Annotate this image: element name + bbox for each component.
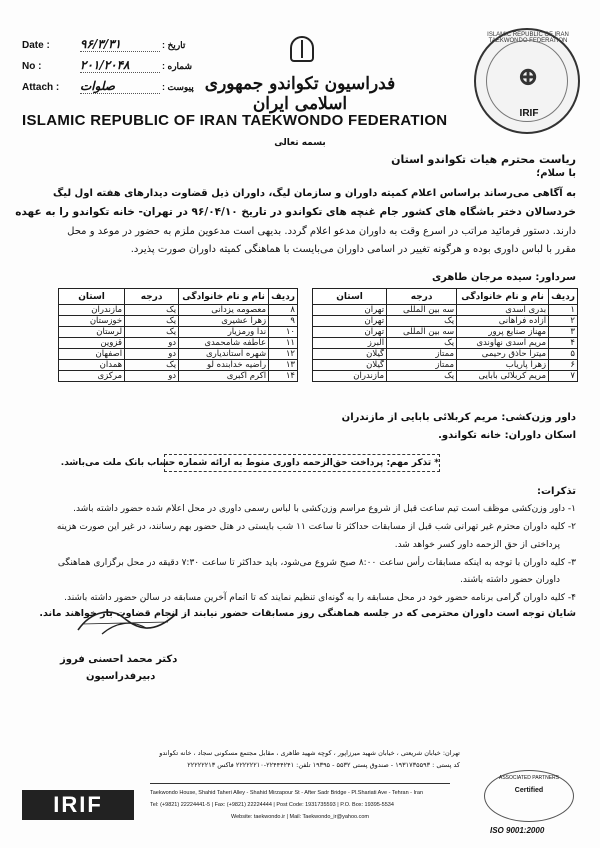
cell-row: ۱۳ [269,360,298,371]
addressee: ریاست محترم هیات تکواندو استان [391,153,576,166]
table-row [59,371,298,382]
table-row [313,338,578,349]
footer-phones-en: Tel: (+9821) 22224441-5 | Fax: (+9821) 22224444 | Post Code: 1931735593 | P.O. Box: 19395-5534 [150,802,394,808]
greeting: با سلام؛ [536,168,576,179]
paragraph-line-4: مقرر با لباس داوری بوده و هرگونه تغییر در اسامی داوران می‌بایست با هماهنگی کمیته داوران صورت پذیرد. [130,244,576,255]
cell-name: مهناز صنایع پرور [457,327,549,338]
cell-name: مریم اسدی نهاوندی [457,338,549,349]
cell-row: ۱ [549,305,578,316]
cell-row: ۴ [549,338,578,349]
cell-grade: ممتاز [387,360,457,371]
cell-province: قزوین [59,338,125,349]
date-label: Date : [22,40,50,51]
cell-row: ۳ [549,327,578,338]
note-2-cont: پرداختی از حق الزحمه داور کسر خواهد شد. [394,540,560,550]
footer-web: Website: taekwondo.ir | Mail: Taekwondo_ir@yahoo.com [231,814,369,820]
final-note: شایان توجه است داوران محترمی که در جلسه هماهنگی روز مسابقات حضور نیابند از انجام قضاوت باز خواهند ماند. [39,608,576,619]
cell-province: همدان [59,360,125,371]
signature-icon [72,600,182,640]
cell-grade: یک [387,371,457,382]
footer-divider [150,783,450,784]
cell-name: معصومه یزدانی [179,305,269,316]
cell-province: تهران [313,316,387,327]
col-row: ردیف [269,289,298,305]
logo-irif-text: IRIF [519,108,539,119]
table-row [313,371,578,382]
iso-certification-badge [484,770,574,822]
head-referee: سرداور: سیده مرجان طاهری [431,272,576,283]
cell-grade: یک [125,327,179,338]
cell-province: خوزستان [59,316,125,327]
table-row [59,305,298,316]
bismillah: بسمه تعالی [274,138,326,148]
table-row [313,327,578,338]
cell-name: اکرم اکبری [179,371,269,382]
note-3-cont: داوران حضور داشته باشند. [460,575,560,585]
attach-row [22,79,194,93]
cell-grade: یک [387,338,457,349]
logo-ring-text: ISLAMIC REPUBLIC OF IRAN TAEKWONDO FEDERATION [487,32,569,44]
cell-province: مازندران [59,305,125,316]
cell-province: گیلان [313,349,387,360]
referee-table-right [312,288,578,382]
cell-province: اصفهان [59,349,125,360]
cell-name: ندا ورمزیار [179,327,269,338]
cell-name: مریم کربلائی بابایی [457,371,549,382]
notes-title: تذکرات: [536,486,576,497]
cell-grade: یک [125,305,179,316]
table-row [59,360,298,371]
cell-row: ۹ [269,316,298,327]
col-name: نام و نام خانوادگی [179,289,269,305]
cell-row: ۱۲ [269,349,298,360]
important-notice: * تذکر مهم: پرداخت حق‌الزحمه داوری منوط به ارائه شماره حساب بانک ملت می‌باشد. [164,454,440,472]
cell-grade: یک [125,316,179,327]
cell-grade: سه بین المللی [387,305,457,316]
cell-name: شهره استاندیاری [179,349,269,360]
table-row [313,316,578,327]
signatory [60,654,260,682]
cell-name: عاطفه شامحمدی [179,338,269,349]
cell-row: ۱۱ [269,338,298,349]
cell-row: ۱۴ [269,371,298,382]
cell-grade: یک [125,360,179,371]
signatory-title: دبیرفدراسیون [86,671,156,682]
cell-province: گیلان [313,360,387,371]
note-3: ۳- کلیه داوران با توجه به اینکه مسابقات رأس ساعت ۸:۰۰ صبح شروع می‌شود، باید حداکثر تا ساعت ۷:۳۰ دقیقه در محل برگزاری هماهنگی [57,558,576,568]
attach-value: صلوات [80,79,160,94]
cell-row: ۵ [549,349,578,360]
table-header-row [313,289,578,305]
table-row [313,360,578,371]
attach-label-fa: : پیوست [162,82,194,92]
cell-row: ۲ [549,316,578,327]
cell-grade: دو [125,338,179,349]
cell-province: مرکزی [59,371,125,382]
iso-badge-top: ASSOCIATED PARTNERS [498,775,559,781]
cell-name: زهرا عشیری [179,316,269,327]
note-1: ۱- داور وزن‌کشی موظف است تیم ساعت قبل از شروع مراسم وزن‌کشی با لباس رسمی داوری در محل اعلام شده حضور داشته باشد. [73,504,576,514]
cell-name: آزاده فراهانی [457,316,549,327]
iso-label: ISO 9001:2000 [490,826,545,835]
date-label-fa: : تاریخ [162,40,186,50]
number-value: ۲۰۱/۲۰۴۸ [80,58,160,73]
cell-name: بدری اسدی [457,305,549,316]
number-row [22,58,193,72]
cell-province: تهران [313,327,387,338]
cell-province: مازندران [313,371,387,382]
cell-name: زهرا پاریاب [457,360,549,371]
logo-mark-icon: ⊕ [517,62,539,92]
footer-address-en: Taekwondo House, Shahid Taheri Alley - Shahid Mirzapour St - After Sadr Bridge - Pl.Shariati Ave - Tehran - Iran [150,790,424,796]
note-2: ۲- کلیه داوران محترم غیر تهرانی شب قبل از مسابقات حداکثر تا ساعت ۱۱ شب بایستی در هتل حضور بهم رسانند، در غیر این صورت هزینه [56,522,576,532]
federation-title-fa: فدراسیون تکواندو جمهوری اسلامی ایران [204,74,396,114]
paragraph-line-1: به آگاهی می‌رساند براساس اعلام کمیته داوران و سازمان لیگ، داوران ذیل قضاوت دیدارهای هفته اول لیگ [53,188,576,199]
cell-grade: دو [125,349,179,360]
date-row [22,37,186,51]
table-row [59,338,298,349]
cell-grade: یک [387,316,457,327]
note-4: ۴- کلیه داوران گرامی برنامه حضور خود در محل مسابقه را به گونه‌ای تنظیم نمایند که تا اتمام آخرین مسابقه در سالن حضور داشته باشند. [64,593,576,603]
cell-province: تهران [313,305,387,316]
cell-grade: سه بین المللی [387,327,457,338]
date-value: ۹۶/۳/۳۱ [80,37,160,52]
number-label: No : [22,61,42,72]
col-grade: درجه [125,289,179,305]
col-row: ردیف [549,289,578,305]
paragraph-line-2: خردسالان دختر باشگاه های کشور جام غنچه های تکواندو در تاریخ ۹۶/۰۴/۱۰ در تهران- خانه تکواندو را به عهده [15,206,576,218]
cell-name: میترا حاذق رحیمی [457,349,549,360]
iran-emblem-icon [290,36,314,62]
cell-row: ۶ [549,360,578,371]
accommodation: اسکان داوران: خانه تکواندو. [438,430,576,441]
cell-row: ۷ [549,371,578,382]
table-row [59,316,298,327]
iso-badge-mid: Certified [514,787,544,794]
col-province: استان [59,289,125,305]
paragraph-line-3: دارند. دستور فرمائید مراتب در اسرع وقت به داوران مدعو اعلام گردد. بدیهی است مدعوین ملزم به حضور در موعد و محل [67,226,576,237]
cell-province: لرستان [59,327,125,338]
col-name: نام و نام خانوادگی [457,289,549,305]
irif-brand-logo: IRIF [22,790,134,820]
referee-table-left [58,288,298,382]
federation-title-en: ISLAMIC REPUBLIC OF IRAN TAEKWONDO FEDERATION [22,112,448,129]
cell-grade: دو [125,371,179,382]
footer-phones-fa: کد پستی : ۱۹۳۱۷۳۵۵۹۳ - صندوق پستی ۵۵۳۲ - ۱۹۳۹۵ تلفن: ۲۲۴۴۴۲۴۱-۲۲۲۲۲۲۱۰ فاکس ۲۲۲۲۲۲۱۳ [187,761,460,769]
table-row [59,349,298,360]
footer-address-fa: تهران: خیابان شریعتی ، خیابان شهید میرزاپور ، کوچه شهید طاهری ، مقابل مجتمع مسکونی سجاد ، خانه تکواندو [159,749,460,757]
weigh-in-referee: داور وزن‌کشی: مریم کربلائی بابایی از مازندران [341,412,576,423]
table-header-row [59,289,298,305]
table-row [313,305,578,316]
table-row [313,349,578,360]
table-row [59,327,298,338]
col-grade: درجه [387,289,457,305]
signatory-name: دکتر محمد احسنی فروز [60,654,178,665]
cell-row: ۸ [269,305,298,316]
cell-row: ۱۰ [269,327,298,338]
cell-name: راضیه خدابنده لو [179,360,269,371]
cell-province: البرز [313,338,387,349]
number-label-fa: : شماره [162,61,193,71]
federation-logo [474,28,580,134]
attach-label: Attach : [22,82,60,93]
cell-grade: ممتاز [387,349,457,360]
col-province: استان [313,289,387,305]
